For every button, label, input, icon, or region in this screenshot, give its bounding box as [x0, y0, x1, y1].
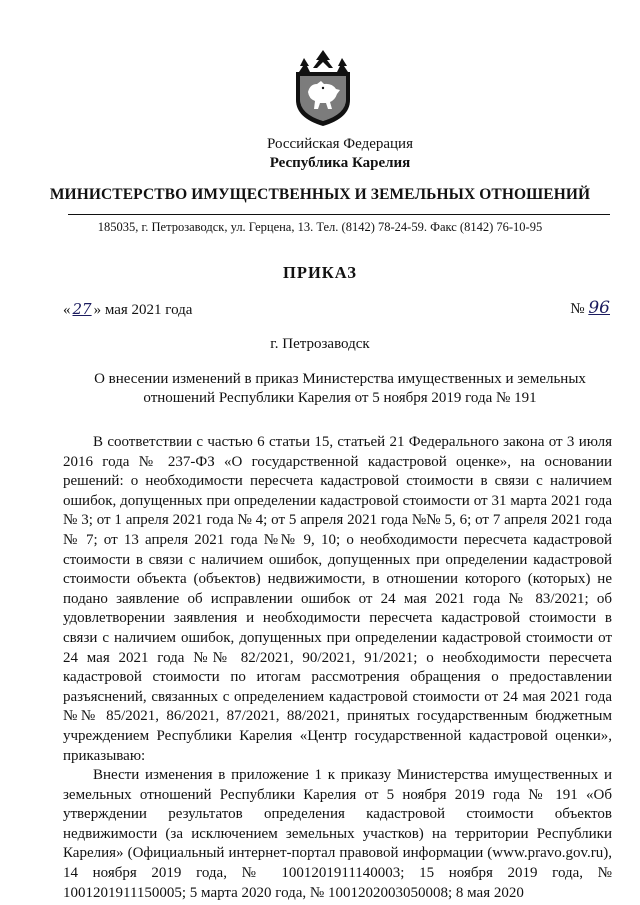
ministry-name: МИНИСТЕРСТВО ИМУЩЕСТВЕННЫХ И ЗЕМЕЛЬНЫХ ОТНОШЕНИЙ: [49, 186, 591, 203]
country-name: Российская Федерация: [267, 136, 413, 152]
date-month-year: » мая 2021 года: [93, 302, 193, 318]
date-day-handwritten: 27: [72, 300, 92, 318]
body-paragraph: В соответствии с частью 6 статьи 15, статьей 21 Федерального закона от 3 июля 2016 года № 237-ФЗ «О государственной кадастровой оценке», на основании решений: о необходимости пересчета кадастровой стоимости в связи с наличием ошибок, допущенных при определении кадастровой стоимости от 31 марта 2021 года № 3; от 1 апреля 2021 года № 4; от 5 апреля 2021 года №№ 5, 6; от 7 апреля 2021 года № 7; от 13 апреля 2021 года №№ 9, 10; о необходимости пересчета кадастровой стоимости в связи с наличием ошибок, допущенных при определении кадастровой стоимости объекта (объектов) недвижимости, в отношении которого (которых) не подано заявление об исправлении ошибок от 24 мая 2021 года № 83/2021; об удовлетворении заявления и необходимости пересчета кадастровой стоимости в связи с наличием ошибок, допущенных при определении кадастровой стоимости от 24 мая 2021 года №№ 82/2021, 90/2021, 91/2021; о необходимости пересчета кадастровой стоимости по итогам рассмотрения обращения о предоставлении разъяснений, связанных с определением кадастровой стоимости от 24 мая 2021 года №№ 85/2021, 86/2021, 87/2021, 88/2021, принятых государственным бюджетным учреждением Республики Карелия «Центр государственной кадастровой оценки», приказываю:: [63, 434, 612, 764]
header-divider: [68, 214, 610, 215]
republic-name: Республика Карелия: [269, 155, 411, 171]
number-handwritten: 96: [588, 298, 610, 318]
ministry-address: 185035, г. Петрозаводск, ул. Герцена, 13. Тел. (8142) 78-24-59. Факс (8142) 76-10-95: [97, 220, 543, 234]
karelia-coat-of-arms-icon: [290, 48, 356, 128]
document-title: ПРИКАЗ: [283, 263, 357, 282]
order-date: [63, 300, 192, 319]
order-number: [570, 298, 610, 318]
number-label: №: [570, 301, 585, 317]
order-body: [63, 433, 612, 903]
issue-city: г. Петрозаводск: [270, 336, 370, 352]
body-paragraph: Внести изменения в приложение 1 к приказу Министерства имущественных и земельных отношений Республики Карелия от 5 ноября 2019 года № 191 «Об утверждении результатов определения кадастровой стоимости объектов недвижимости (за исключением земельных участков) на территории Республики Карелия» (Официальный интернет-портал правовой информации (www.pravo.gov.ru), 14 ноября 2019 года, № 1001201911140003; 15 ноября 2019 года, № 1001201911150005; 5 марта 2020 года, № 1001202003050008; 8 мая 2020: [63, 767, 612, 901]
order-subject: О внесении изменений в приказ Министерства имущественных и земельных отношений Республики Карелия от 5 ноября 2019 года № 191: [94, 371, 586, 406]
date-open-quote: «: [63, 302, 71, 318]
